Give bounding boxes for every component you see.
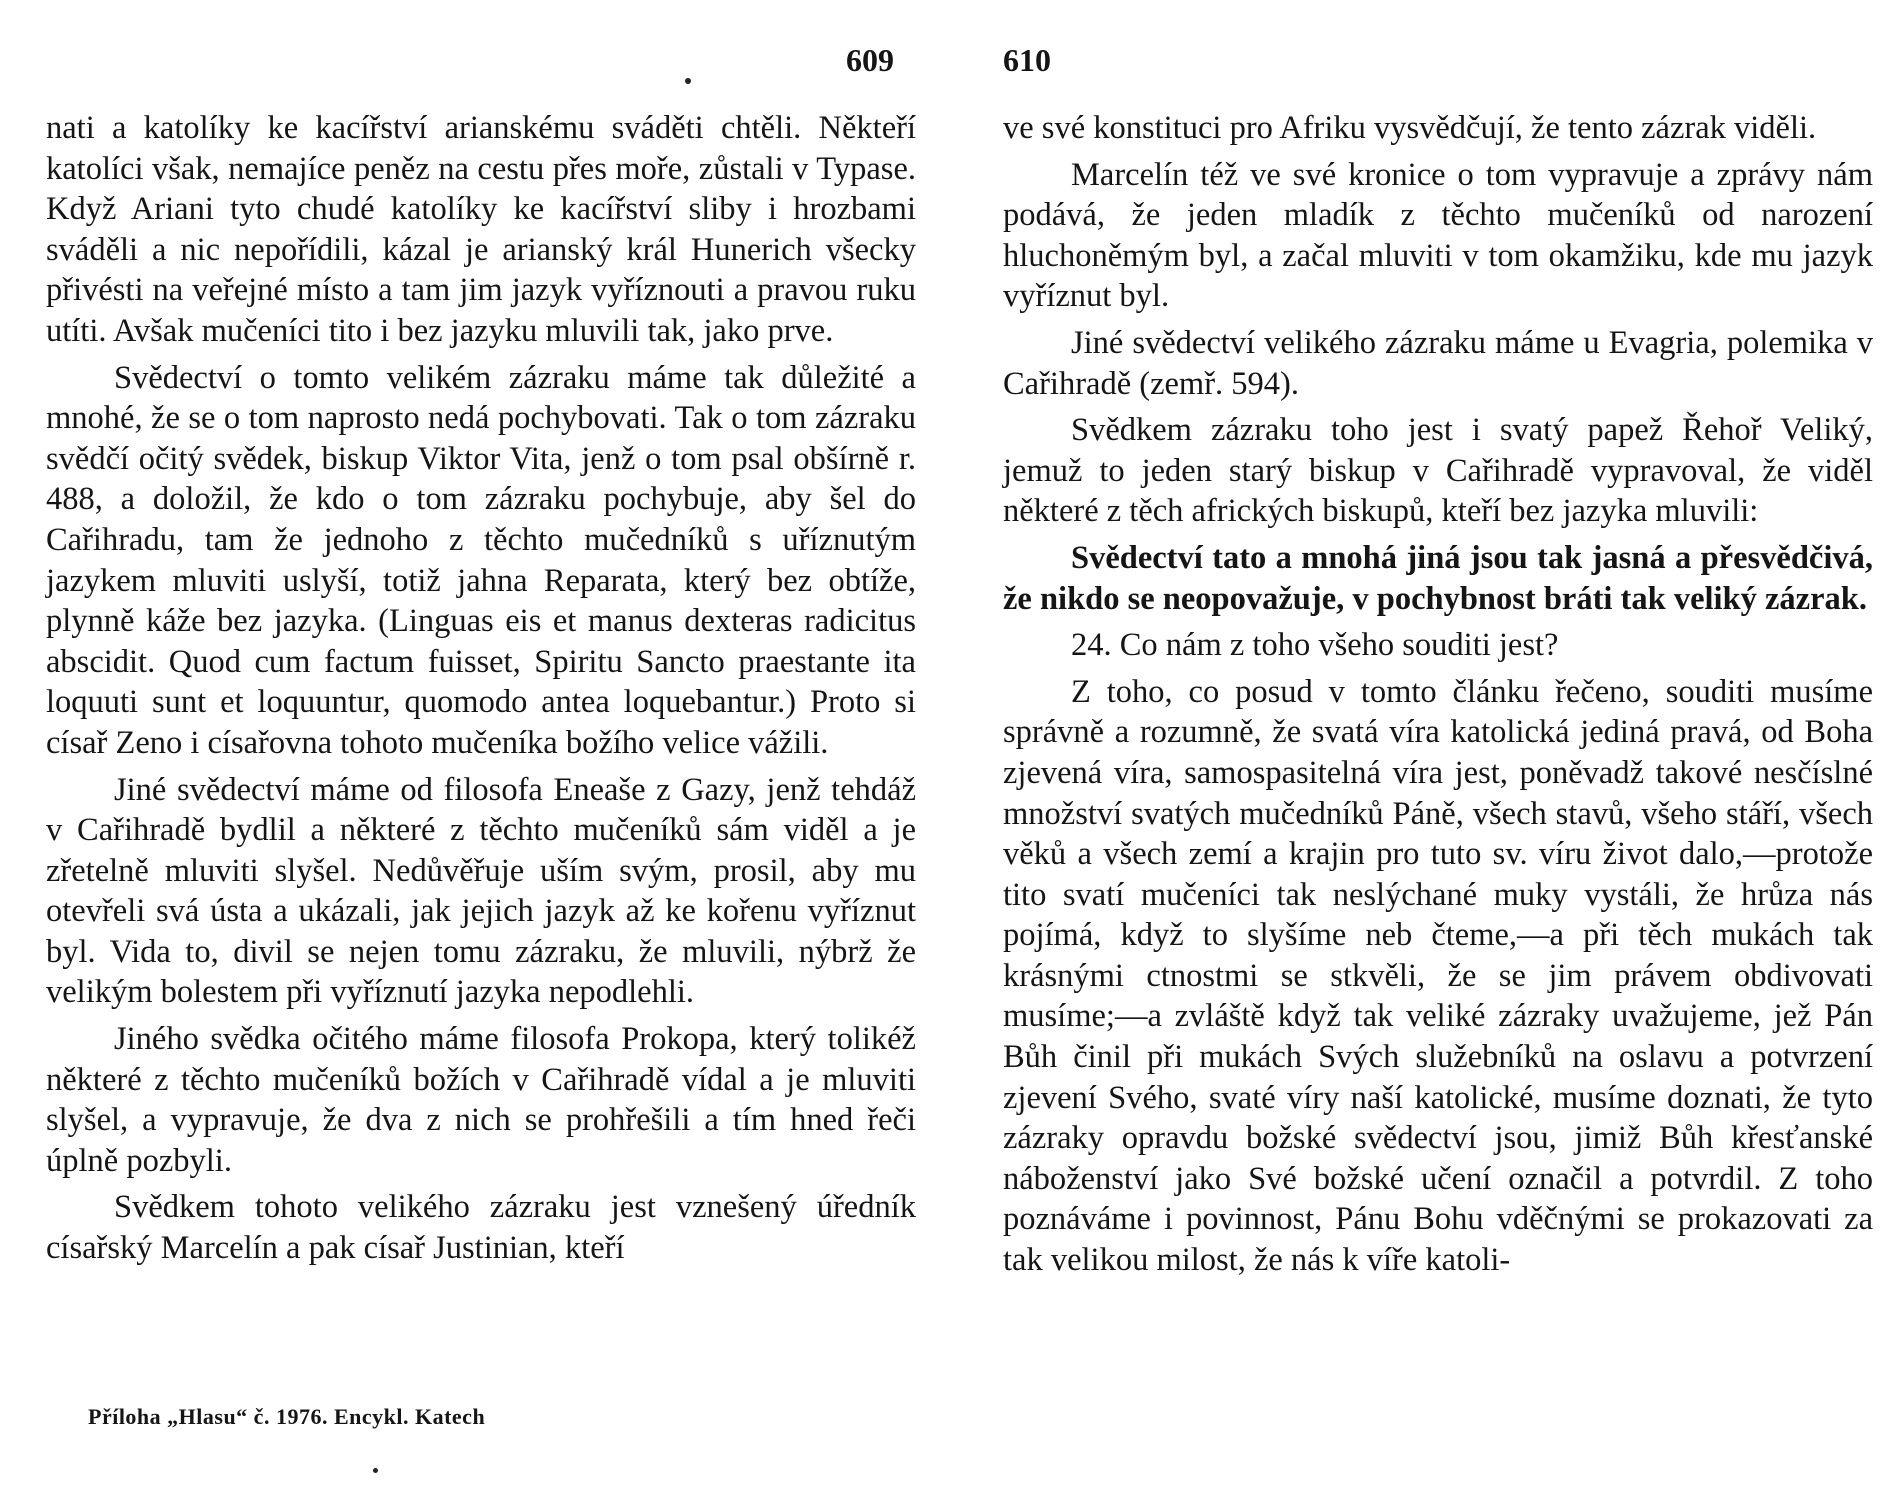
paragraph: Z toho, co posud v tomto článku řečeno, souditi musíme správně a rozumně, že svatá víra katolická jediná pravá, od Boha zjevená víra, samospasitelná víra jest, poněvadž takové nesčíslné množství svatých mučedníků Páně, všech stavů, všeho stáří, všech věků a všech zemí a krajin pro tuto sv. víru život dalo,—protože tito svatí mučeníci tak neslýchané muky vystáli, že hrůza nás pojímá, když to slyšíme neb čteme,—a při těch mukách tak krásnými ctnostmi se stkvěli, že se jim právem obdivovati musíme;—a zvláště když tak veliké zázraky uvažujeme, jež Pán Bůh činil při mukách Svých služebníků na oslavu a potvrzení zjevení Svého, svaté víry naší katolické, musíme doznati, že tyto zázraky opravdu božské svědectví jsou, jimiž Bůh křesťanské náboženství jako Své božské učení označil a potvrdil. Z toho poznáváme i povinnost, Pánu Bohu vděčnými se prokazovati za tak velikou milost, že nás k víře katoli-	[1003, 673, 1873, 1279]
left-page-text	[46, 108, 916, 1275]
paragraph: ve své konstituci pro Afriku vysvědčují, že tento zázrak viděli.	[1003, 110, 1817, 146]
ink-dot-mark	[373, 1468, 378, 1473]
left-page-number: 609	[846, 42, 894, 78]
section-heading: 24. Co nám z toho všeho souditi jest?	[1071, 627, 1559, 664]
paragraph: Svědectví o tomto velikém zázraku máme tak důležité a mnohé, že se o tom naprosto nedá pochybovati. Tak o tom zázraku svědčí očitý svědek, biskup Viktor Vita, jenž o tom psal obšírně r. 488, a doložil, že kdo o tom zázraku pochybuje, aby šel do Cařihradu, tam že jednoho z těchto mučedníků s uříznutým jazykem mluviti uslyší, totiž jahna Reparata, který bez obtíže, plynně káže bez jazyka. (Linguas eis et manus dexteras radicitus abscidit. Quod cum factum fuisset, Spiritu Sancto praestante ita loquuti sunt et loquuntur, quomodo antea loquebantur.) Proto si císař Zeno i císařovna tohoto mučeníka božího velice vážili.	[46, 359, 916, 761]
right-page-number: 610	[1003, 42, 1051, 78]
paragraph: Svědkem tohoto velikého zázraku jest vznešený úředník císařský Marcelín a pak císař Justinian, kteří	[46, 1189, 916, 1267]
paragraph: Jiné svědectví máme od filosofa Eneaše z Gazy, jenž tehdáž v Cařihradě bydlil a některé z těchto mučeníků sám viděl a je zřetelně mluviti slyšel. Nedůvěřuje uším svým, prosil, aby mu otevřeli svá ústa a ukázali, jak jejich jazyk až ke kořenu vyříznut byl. Vida to, divil se nejen tomu zázraku, že mluvili, nýbrž že velikým bolestem při vyříznutí jazyka nepodlehli.	[46, 771, 916, 1011]
paragraph: nati a katolíky ke kacířství arianskému sváděti chtěli. Někteří katolíci však, nemajíce peněz na cestu přes moře, zůstali v Typase. Když Ariani tyto chudé katolíky ke kacířství sliby i hrozbami sváděli a nic nepořídili, kázal je arianský král Hunerich všecky přivésti na veřejné místo a tam jim jazyk vyříznouti a pravou ruku utíti. Avšak mučeníci tito i bez jazyku mluvili tak, jako prve.	[46, 110, 916, 349]
paragraph: Jiného svědka očitého máme filosofa Prokopa, který tolikéž některé z těchto mučeníků božích v Cařihradě vídal a je mluviti slyšel, a vypravuje, že dva z nich se prohřešili a tím hned řeči úplně pozbyli.	[46, 1021, 916, 1179]
right-page-text	[1003, 108, 1873, 1287]
footer-note: Příloha „Hlasu“ č. 1976. Encykl. Katech	[88, 1404, 486, 1429]
paragraph: Svědkem zázraku toho jest i svatý papež Řehoř Veliký, jemuž to jeden starý biskup v Cařihradě vypravoval, že viděl některé z těch afrických biskupů, kteří bez jazyka mluvili:	[1003, 412, 1873, 530]
ink-dot-mark	[685, 78, 691, 84]
paragraph: Marcelín též ve své kronice o tom vypravuje a zprávy nám podává, že jeden mladík z těchto mučeníků od narození hluchoněmým byl, a začal mluviti v tom okamžiku, kde mu jazyk vyříznut byl.	[1003, 156, 1873, 315]
paragraph: Svědectví tato a mnohá jiná jsou tak jasná a přesvědčivá, že nikdo se neopovažuje, v pochybnost bráti tak veliký zázrak.	[1003, 539, 1873, 617]
paragraph: Jiné svědectví velikého zázraku máme u Evagria, polemika v Cařihradě (zemř. 594).	[1003, 324, 1873, 402]
